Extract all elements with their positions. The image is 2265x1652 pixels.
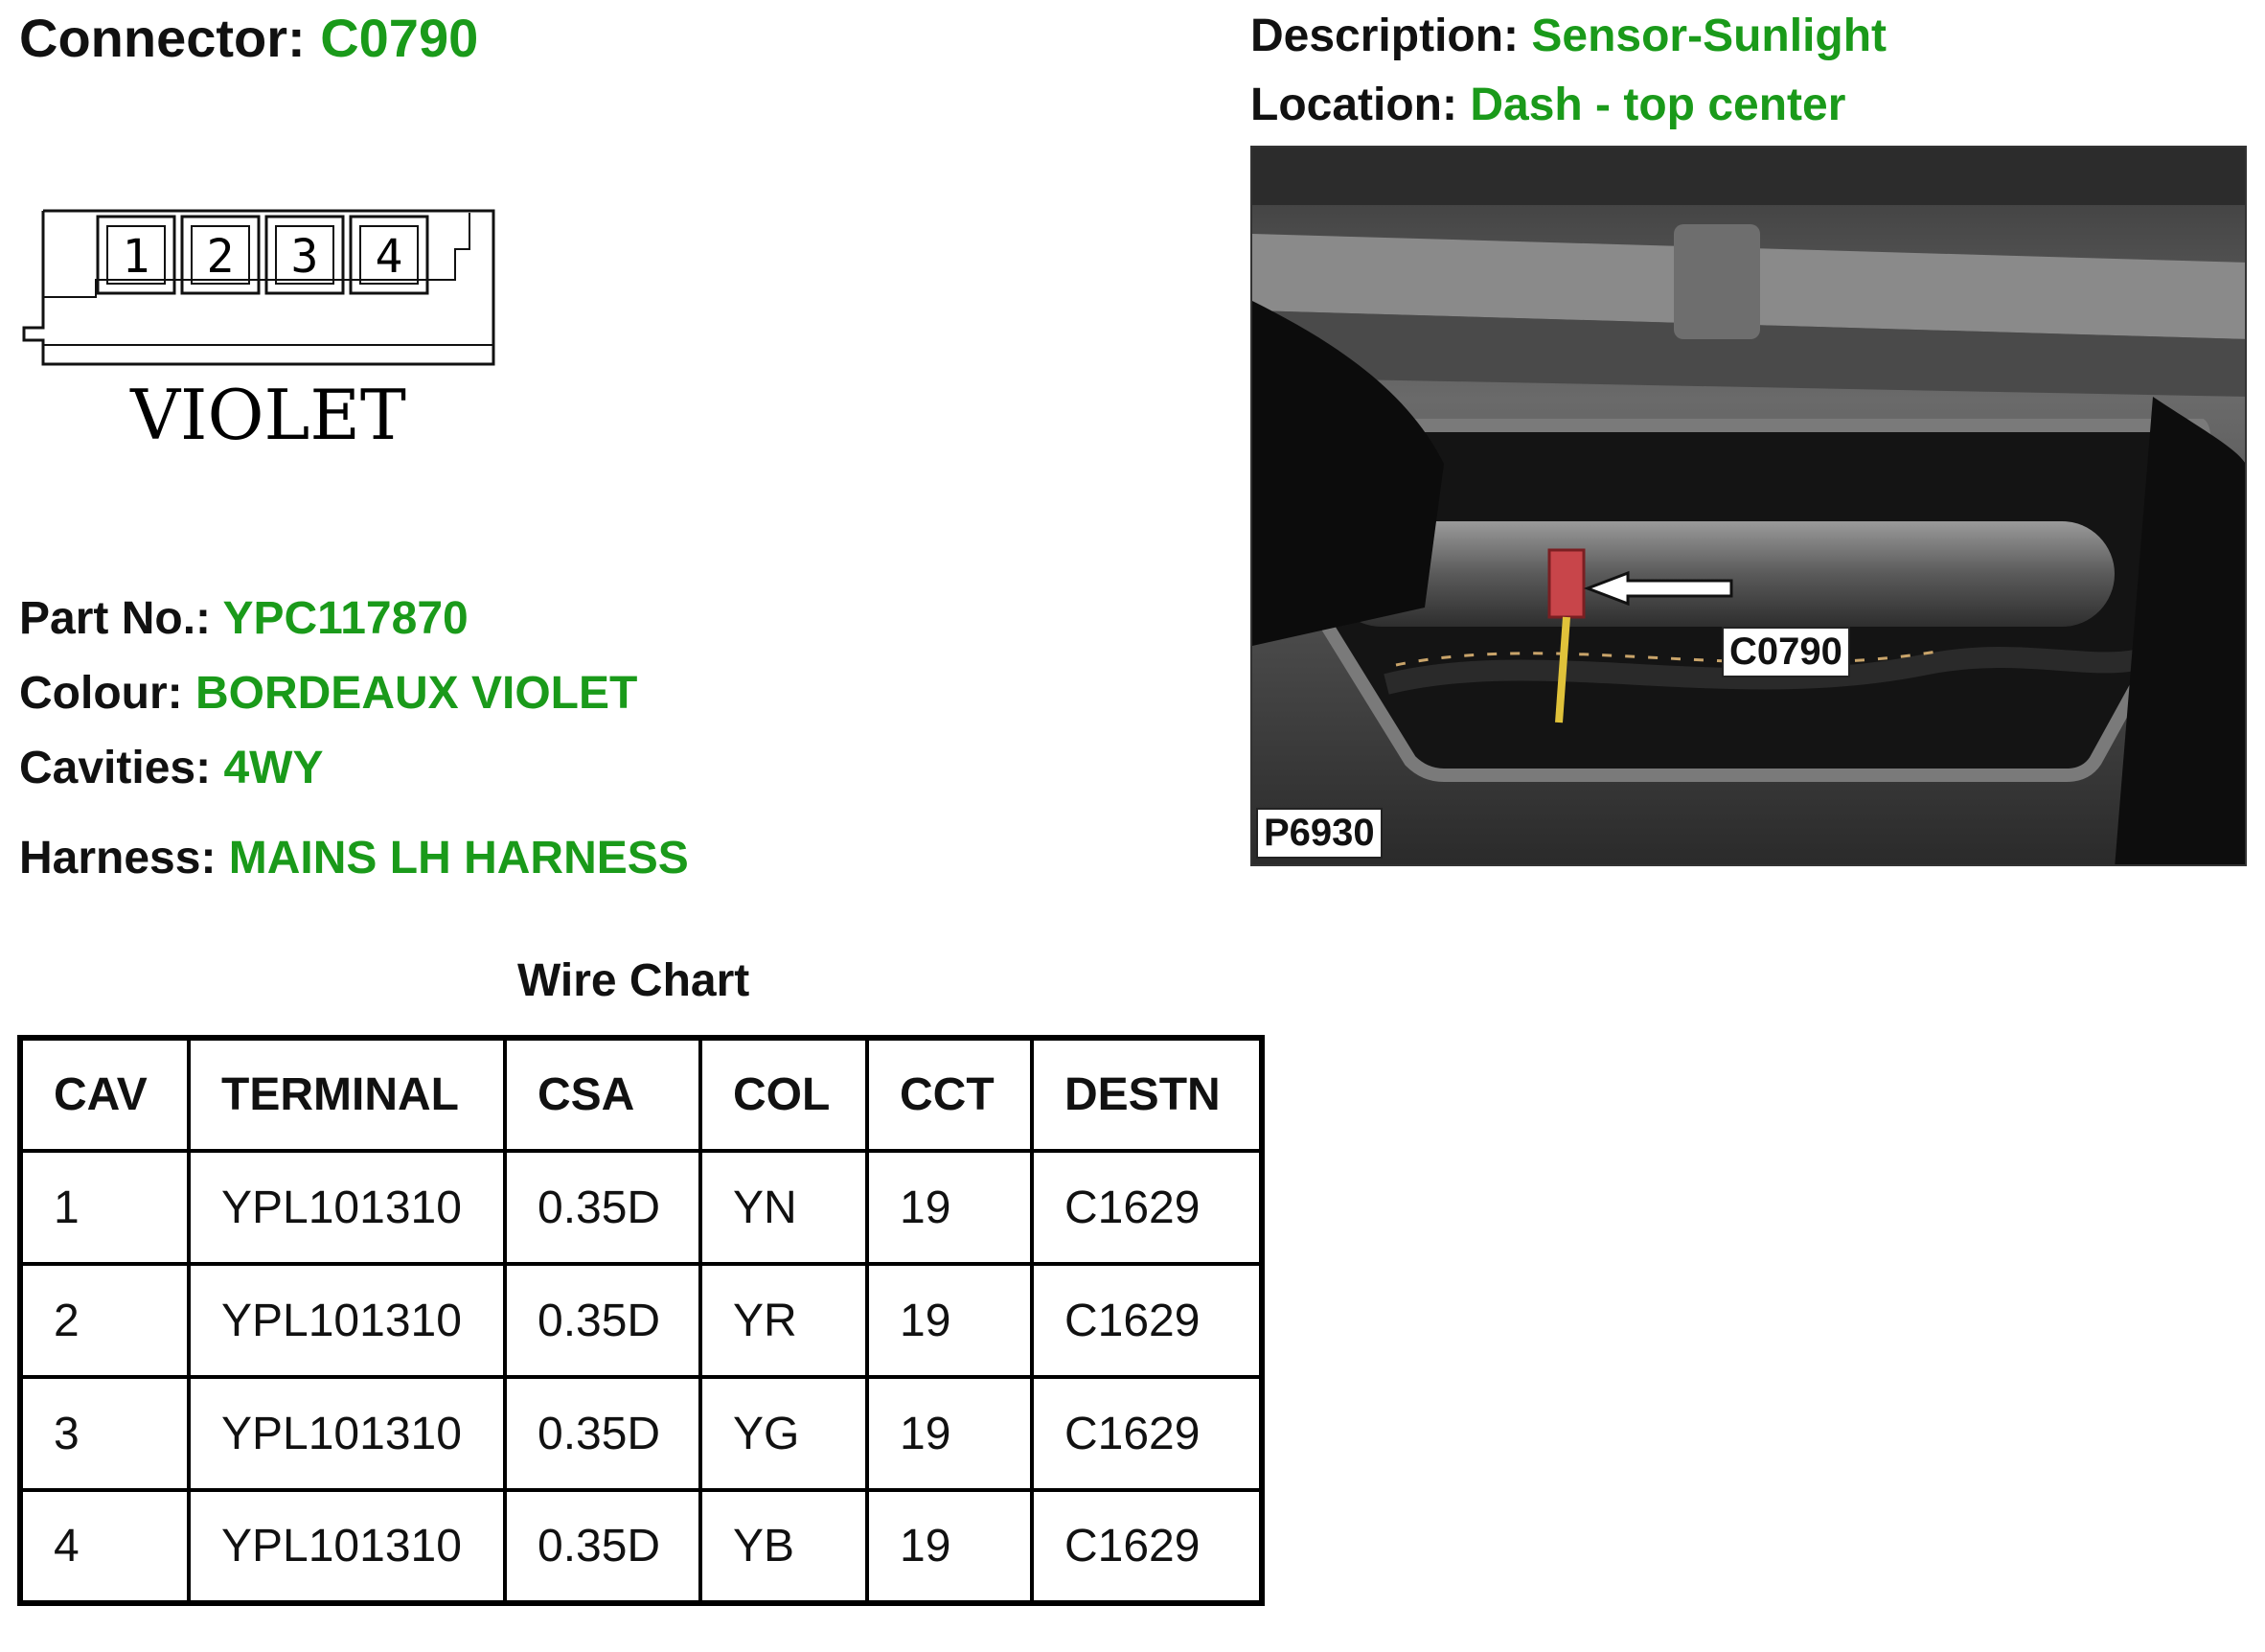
connector-label: Connector: bbox=[19, 8, 306, 68]
cell-cct: 19 bbox=[867, 1377, 1032, 1490]
cell-terminal: YPL101310 bbox=[189, 1490, 505, 1603]
connector-diagram bbox=[19, 201, 508, 450]
colour-field bbox=[19, 668, 638, 719]
connector-color-label: VIOLET bbox=[130, 375, 406, 450]
harness-value: MAINS LH HARNESS bbox=[228, 833, 689, 883]
cavity-2-number: 2 bbox=[206, 230, 235, 284]
cavity-4 bbox=[351, 217, 427, 293]
cavity-1-number: 1 bbox=[122, 230, 150, 284]
cell-destn: C1629 bbox=[1032, 1151, 1262, 1264]
description-label: Description: bbox=[1250, 11, 1520, 61]
cell-csa: 0.35D bbox=[505, 1264, 700, 1377]
cavities-field bbox=[19, 743, 324, 793]
header-col: COL bbox=[700, 1038, 867, 1151]
part-number-field bbox=[19, 593, 469, 644]
cell-col: YG bbox=[700, 1377, 867, 1490]
cell-cav: 3 bbox=[20, 1377, 189, 1490]
location-label: Location: bbox=[1250, 80, 1457, 130]
wire-chart-table bbox=[17, 1035, 1265, 1606]
cell-destn: C1629 bbox=[1032, 1377, 1262, 1490]
cavities-label: Cavities: bbox=[19, 743, 212, 793]
cell-cct: 19 bbox=[867, 1264, 1032, 1377]
cavities-value: 4WY bbox=[223, 743, 324, 793]
harness-field bbox=[19, 833, 689, 883]
header-destn: DESTN bbox=[1032, 1038, 1262, 1151]
harness-label: Harness: bbox=[19, 833, 217, 883]
photo-callout-label: C0790 bbox=[1722, 627, 1850, 677]
cell-terminal: YPL101310 bbox=[189, 1377, 505, 1490]
header-csa: CSA bbox=[505, 1038, 700, 1151]
location-field bbox=[1250, 82, 1845, 128]
table-header-row bbox=[20, 1038, 1262, 1151]
cell-destn: C1629 bbox=[1032, 1264, 1262, 1377]
cell-cct: 19 bbox=[867, 1151, 1032, 1264]
table-row bbox=[20, 1264, 1262, 1377]
table-row bbox=[20, 1377, 1262, 1490]
cell-terminal: YPL101310 bbox=[189, 1264, 505, 1377]
colour-value: BORDEAUX VIOLET bbox=[194, 668, 638, 719]
description-value: Sensor-Sunlight bbox=[1531, 11, 1888, 61]
connector-value: C0790 bbox=[320, 8, 479, 68]
header-terminal: TERMINAL bbox=[189, 1038, 505, 1151]
cell-col: YR bbox=[700, 1264, 867, 1377]
cell-cav: 4 bbox=[20, 1490, 189, 1603]
cavity-1 bbox=[98, 217, 174, 293]
cell-csa: 0.35D bbox=[505, 1490, 700, 1603]
table-row bbox=[20, 1490, 1262, 1603]
cell-cav: 2 bbox=[20, 1264, 189, 1377]
cavity-2 bbox=[182, 217, 259, 293]
connector-field bbox=[19, 8, 479, 68]
cell-destn: C1629 bbox=[1032, 1490, 1262, 1603]
cell-col: YN bbox=[700, 1151, 867, 1264]
cell-cav: 1 bbox=[20, 1151, 189, 1264]
cavity-3-number: 3 bbox=[290, 230, 319, 284]
description-field bbox=[1250, 13, 1887, 59]
cell-terminal: YPL101310 bbox=[189, 1151, 505, 1264]
wire-chart-title: Wire Chart bbox=[517, 955, 750, 1006]
connector-face-drawing bbox=[19, 201, 508, 450]
photo-reference-label: P6930 bbox=[1256, 808, 1383, 859]
cell-col: YB bbox=[700, 1490, 867, 1603]
part-number-label: Part No.: bbox=[19, 593, 212, 644]
location-photo bbox=[1250, 146, 2247, 866]
part-number-value: YPC117870 bbox=[222, 593, 469, 644]
cell-cct: 19 bbox=[867, 1490, 1032, 1603]
cavity-4-number: 4 bbox=[375, 230, 403, 284]
location-value: Dash - top center bbox=[1470, 80, 1846, 130]
cavity-3 bbox=[266, 217, 343, 293]
cell-csa: 0.35D bbox=[505, 1377, 700, 1490]
cell-csa: 0.35D bbox=[505, 1151, 700, 1264]
header-cav: CAV bbox=[20, 1038, 189, 1151]
location-photo-illustration bbox=[1252, 148, 2247, 866]
colour-label: Colour: bbox=[19, 668, 183, 719]
table-row bbox=[20, 1151, 1262, 1264]
header-cct: CCT bbox=[867, 1038, 1032, 1151]
